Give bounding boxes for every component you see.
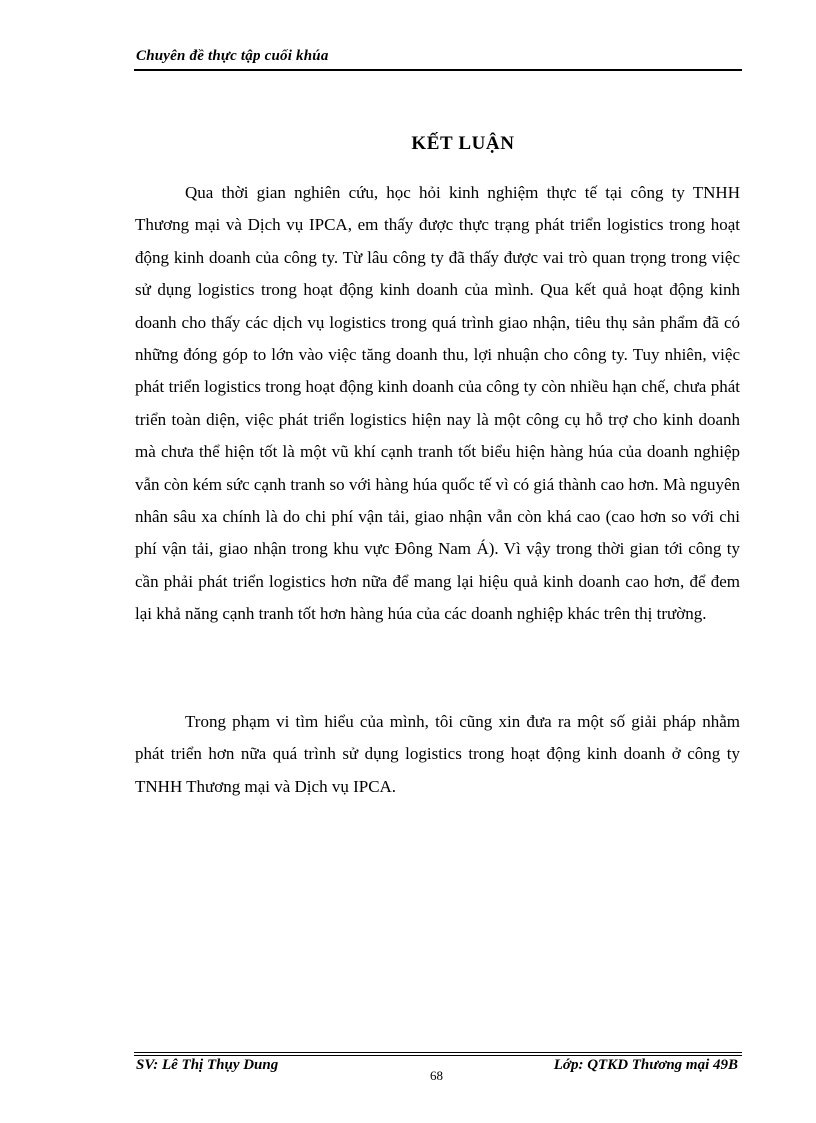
footer-divider: [134, 1052, 742, 1053]
footer-divider-secondary: [134, 1055, 742, 1056]
header-title: Chuyên đề thực tập cuối khúa: [136, 48, 329, 64]
page-number: 68: [430, 1068, 443, 1083]
footer-class-name: Lớp: QTKD Thương mại 49B: [553, 1057, 738, 1073]
paragraph-2: Trong phạm vi tìm hiểu của mình, tôi cũng xin đưa ra một số giải pháp nhằm phát triển hơn nữa quá trình sử dụng logistics trong hoạt động kinh doanh ở công ty TNHH Thương mại và Dịch vụ IPCA.: [135, 712, 740, 796]
page-title: KẾT LUẬN: [411, 133, 515, 154]
paragraph-1: Qua thời gian nghiên cứu, học hỏi kinh nghiệm thực tế tại công ty TNHH Thương mại và Dịch vụ IPCA, em thấy được thực trạng phát triển logistics trong hoạt động kinh doanh của công ty. Từ lâu công ty đã thấy được vai trò quan trọng trong việc sử dụng logistics trong hoạt động kinh doanh của mình. Qua kết quả hoạt động kinh doanh cho thấy các dịch vụ logistics trong quá trình giao nhận, tiêu thụ sản phẩm đã có những đóng góp to lớn vào việc tăng doanh thu, lợi nhuận cho công ty. Tuy nhiên, việc phát triển logistics trong hoạt động kinh doanh của công ty còn nhiều hạn chế, chưa phát triển toàn diện, việc phát triển logistics hiện nay là một công cụ hỗ trợ cho kinh doanh mà chưa thể hiện tốt là một vũ khí cạnh tranh tốt biểu hiện hàng húa của doanh nghiệp vẫn còn kém sức cạnh tranh so với hàng húa quốc tế vì có giá thành cao hơn. Mà nguyên nhân sâu xa chính là do chi phí vận tải, giao nhận vẫn còn khá cao (cao hơn so với chi phí vận tải, giao nhận trong khu vực Đông Nam Á). Vì vậy trong thời gian tới công ty cần phải phát triển logistics hơn nữa để mang lại hiệu quả kinh doanh cao hơn, để đem lại khả năng cạnh tranh tốt hơn hàng húa của các doanh nghiệp khác trên thị trường.: [135, 183, 740, 624]
header-divider: [134, 69, 742, 71]
footer-student-name: SV: Lê Thị Thụy Dung: [136, 1057, 279, 1073]
